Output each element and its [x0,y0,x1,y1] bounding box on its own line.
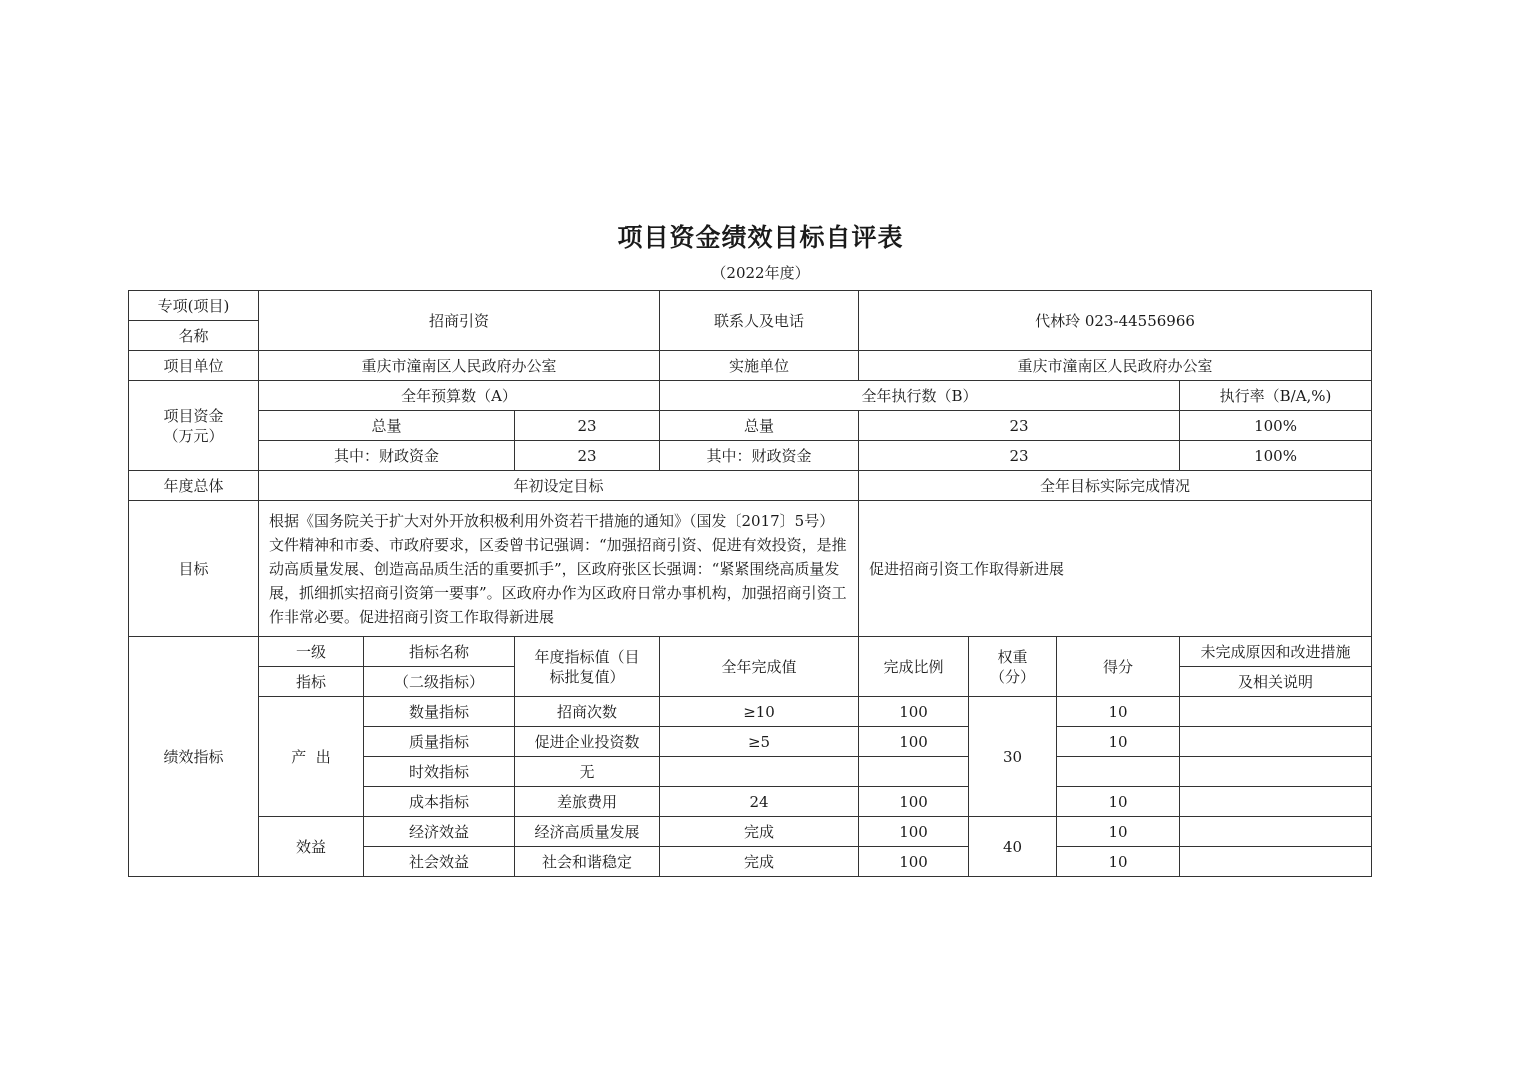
indicator-ratio [859,757,969,787]
indicator-target: 经济高质量发展 [515,817,660,847]
rate-total-value: 100% [1180,411,1372,441]
indicator-name: 社会效益 [364,847,515,877]
ind-name-header-a: 指标名称 [364,637,515,667]
project-name-row [129,291,1372,321]
funds-total-row [129,411,1372,441]
exec-rate-label: 执行率（B/A,%) [1180,381,1372,411]
indicator-actual: 完成 [660,847,859,877]
indicator-header-row-1 [129,637,1372,667]
funds-label-1: 项目资金 [163,406,224,425]
funds-label [129,381,259,471]
page-title: 项目资金绩效目标自评表 [617,223,904,252]
goal-result: 促进招商引资工作取得新进展 [859,501,1372,637]
weight-header-a: 权重 [997,647,1028,666]
annual-value-header-b: 标批复值） [549,667,625,686]
perf-indicators-label: 绩效指标 [129,637,259,877]
exec-total-label: 总量 [660,411,859,441]
indicator-note [1180,787,1372,817]
indicator-note [1180,847,1372,877]
annual-overall-row [129,471,1372,501]
indicator-score: 10 [1057,727,1180,757]
funds-fiscal-row [129,441,1372,471]
full-year-value-header: 全年完成值 [660,637,859,697]
exec-total-value: 23 [859,411,1180,441]
annual-value-header [515,637,660,697]
annual-value-header-a: 年度指标值（目 [534,647,640,666]
indicator-name: 经济效益 [364,817,515,847]
indicator-target: 无 [515,757,660,787]
indicator-score [1057,757,1180,787]
benefit-category: 效益 [259,817,364,877]
reason-header-a: 未完成原因和改进措施 [1180,637,1372,667]
unit-row [129,351,1372,381]
budget-annual-label: 全年预算数（A） [259,381,660,411]
budget-total-label: 总量 [259,411,515,441]
budget-fiscal-label: 其中：财政资金 [259,441,515,471]
indicator-ratio: 100 [859,697,969,727]
funds-label-2: （万元） [163,426,224,445]
indicator-ratio: 100 [859,847,969,877]
reason-header-b: 及相关说明 [1180,667,1372,697]
indicator-actual: ≥5 [660,727,859,757]
score-header: 得分 [1057,637,1180,697]
lvl1-header-b: 指标 [259,667,364,697]
benefit-weight: 40 [969,817,1057,877]
initial-target-label: 年初设定目标 [259,471,859,501]
project-name-label-2: 名称 [129,321,259,351]
indicator-name: 成本指标 [364,787,515,817]
exec-fiscal-label: 其中：财政资金 [660,441,859,471]
contact-value: 代林玲 023-44556966 [859,291,1372,351]
project-unit-label: 项目单位 [129,351,259,381]
exec-annual-label: 全年执行数（B） [660,381,1180,411]
indicator-target: 促进企业投资数 [515,727,660,757]
project-name-value: 招商引资 [259,291,660,351]
indicator-note [1180,697,1372,727]
funds-header-row [129,381,1372,411]
indicator-name: 数量指标 [364,697,515,727]
page-subtitle: （2022年度） [711,264,810,282]
indicator-actual [660,757,859,787]
impl-unit-value: 重庆市潼南区人民政府办公室 [859,351,1372,381]
exec-fiscal-value: 23 [859,441,1180,471]
project-unit-value: 重庆市潼南区人民政府办公室 [259,351,660,381]
indicator-name: 时效指标 [364,757,515,787]
indicator-target: 社会和谐稳定 [515,847,660,877]
indicator-target: 差旅费用 [515,787,660,817]
output-weight: 30 [969,697,1057,817]
goal-text: 根据《国务院关于扩大对外开放积极利用外资若干措施的通知》（国发〔2017〕5号）文件精神和市委、市政府要求，区委曾书记强调：“加强招商引资、促进有效投资，是推动高质量发展、创造高品质生活的重要抓手”，区政府张区长强调：“紧紧围绕高质量发展，抓细抓实招商引资第一要事”。区政府办作为区政府日常办事机构，加强招商引资工作非常必要。促进招商引资工作取得新进展 [259,501,859,637]
indicator-actual: 24 [660,787,859,817]
rate-fiscal-value: 100% [1180,441,1372,471]
indicator-ratio: 100 [859,787,969,817]
indicator-score: 10 [1057,847,1180,877]
indicator-name: 质量指标 [364,727,515,757]
weight-header-b: （分） [990,667,1036,686]
annual-overall-label: 年度总体 [129,471,259,501]
contact-label: 联系人及电话 [660,291,859,351]
weight-header [969,637,1057,697]
indicator-score: 10 [1057,787,1180,817]
goal-row [129,501,1372,637]
indicator-target: 招商次数 [515,697,660,727]
budget-fiscal-value: 23 [515,441,660,471]
indicator-ratio: 100 [859,727,969,757]
goal-label: 目标 [129,501,259,637]
table-row [129,817,1372,847]
evaluation-table [128,290,1372,877]
completion-ratio-header: 完成比例 [859,637,969,697]
indicator-ratio: 100 [859,817,969,847]
lvl1-header-a: 一级 [259,637,364,667]
indicator-note [1180,727,1372,757]
indicator-note [1180,757,1372,787]
output-category: 产 出 [259,697,364,817]
budget-total-value: 23 [515,411,660,441]
ind-name-header-b: （二级指标） [364,667,515,697]
indicator-actual: 完成 [660,817,859,847]
indicator-score: 10 [1057,817,1180,847]
indicator-score: 10 [1057,697,1180,727]
indicator-note [1180,817,1372,847]
actual-completion-label: 全年目标实际完成情况 [859,471,1372,501]
project-name-label-1: 专项(项目) [129,291,259,321]
impl-unit-label: 实施单位 [660,351,859,381]
indicator-actual: ≥10 [660,697,859,727]
table-row [129,697,1372,727]
